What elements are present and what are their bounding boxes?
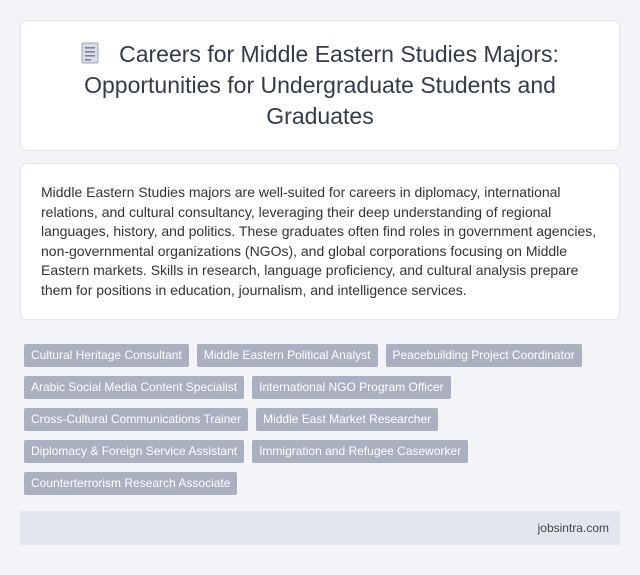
footer-site-link[interactable]: jobsintra.com [537, 521, 609, 535]
description-card [20, 163, 620, 320]
career-tag[interactable]: Middle Eastern Political Analyst [197, 344, 378, 367]
page-title-text: Careers for Middle Eastern Studies Majors: Opportunities for Undergraduate Students and Graduates [84, 41, 559, 129]
career-tag[interactable]: Cultural Heritage Consultant [24, 344, 189, 367]
title-card [20, 20, 620, 151]
page-title [61, 39, 579, 132]
career-tag[interactable]: Cross-Cultural Communications Trainer [24, 408, 248, 431]
footer [20, 511, 620, 545]
career-tag[interactable]: International NGO Program Officer [252, 376, 451, 399]
career-tag[interactable]: Middle East Market Researcher [256, 408, 438, 431]
career-tag[interactable]: Counterterrorism Research Associate [24, 472, 237, 495]
career-tag[interactable]: Arabic Social Media Content Specialist [24, 376, 244, 399]
document-icon [81, 41, 99, 63]
career-tag[interactable]: Immigration and Refugee Caseworker [252, 440, 468, 463]
description-text: Middle Eastern Studies majors are well-suited for careers in diplomacy, international relations, and cultural consultancy, leveraging their deep understanding of regional languages, history, and politics. These graduates often find roles in government agencies, non-governmental organizations (NGOs), and global corporations focusing on Middle Eastern markets. Skills in research, language proficiency, and cultural analysis prepare them for positions in education, journalism, and intelligence services. [41, 184, 597, 298]
career-tags [24, 344, 620, 495]
career-tag[interactable]: Diplomacy & Foreign Service Assistant [24, 440, 244, 463]
career-tag[interactable]: Peacebuilding Project Coordinator [386, 344, 582, 367]
